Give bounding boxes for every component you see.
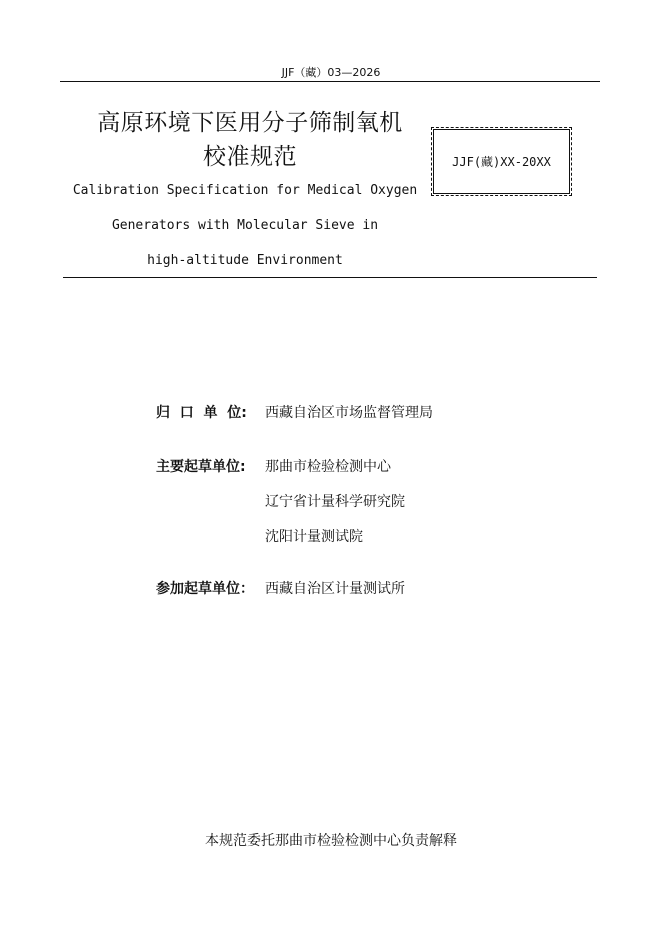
main-drafting-unit-value-2: 辽宁省计量科学研究院 — [265, 494, 405, 510]
spec-code-box — [431, 127, 572, 196]
header-code: JJF（藏）03—2026 — [281, 66, 381, 79]
title-en-line1: Calibration Specification for Medical Oxygen — [72, 183, 418, 198]
responsible-unit-value: 西藏自治区市场监督管理局 — [265, 405, 433, 421]
participating-unit-label: 参加起草单位： — [156, 581, 254, 597]
header-rule — [60, 81, 600, 82]
responsible-unit-label: 归 口 单 位: — [156, 405, 247, 421]
title-cn-line2: 校准规范 — [203, 144, 297, 170]
title-bottom-rule — [63, 277, 597, 278]
title-en-line3: high-altitude Environment — [147, 253, 343, 268]
interpretation-footer: 本规范委托那曲市检验检测中心负责解释 — [205, 833, 457, 849]
main-drafting-unit-value-1: 那曲市检验检测中心 — [265, 459, 391, 475]
main-drafting-unit-value-3: 沈阳计量测试院 — [265, 529, 363, 545]
spec-code-text: JJF(藏)XX-20XX — [452, 155, 551, 169]
title-en-line2: Generators with Molecular Sieve in — [111, 218, 379, 233]
participating-unit-value: 西藏自治区计量测试所 — [265, 581, 405, 597]
title-cn-line1: 高原环境下医用分子筛制氧机 — [97, 110, 403, 136]
main-drafting-unit-label: 主要起草单位: — [156, 459, 246, 475]
